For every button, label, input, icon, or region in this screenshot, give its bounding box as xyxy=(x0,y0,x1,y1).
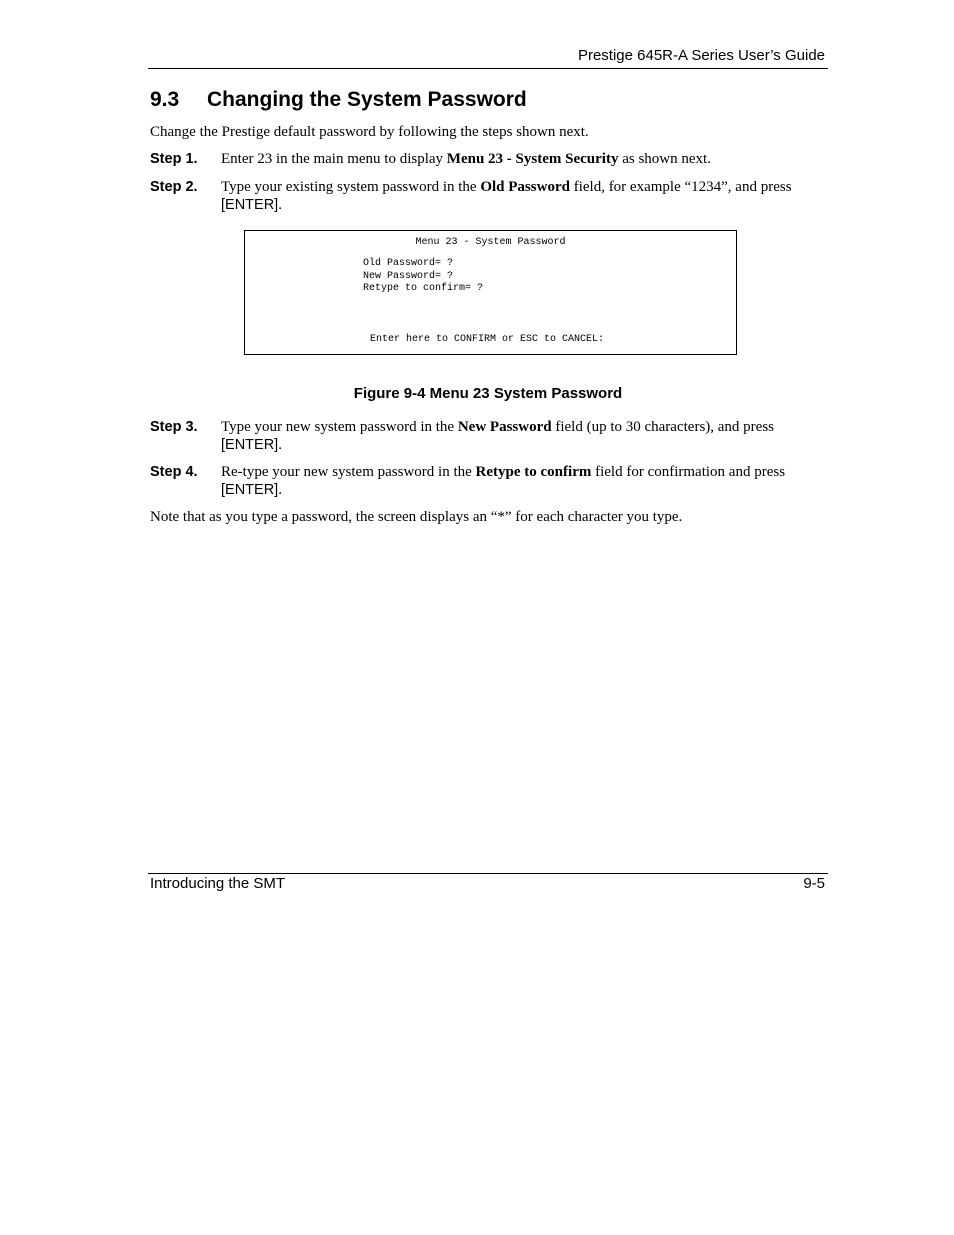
step-4 xyxy=(150,463,826,499)
step-text: Enter 23 in the main menu to display xyxy=(221,151,447,167)
step-label: Step 4. xyxy=(150,464,198,480)
step-1 xyxy=(150,150,826,168)
retype-confirm-field: Retype to confirm= ? xyxy=(363,283,484,294)
section-number: 9.3 xyxy=(150,88,180,111)
step-text: field, for example “1234”, and press xyxy=(569,179,792,195)
section-title: Changing the System Password xyxy=(207,88,527,111)
footer-chapter: Introducing the SMT xyxy=(150,875,286,892)
step-text: Type your existing system password in the xyxy=(221,179,481,195)
step-text: Re-type your new system password in the xyxy=(221,464,476,480)
new-password-field: New Password= ? xyxy=(363,270,454,282)
step-text: as shown next. xyxy=(618,151,711,167)
step-text: field (up to 30 characters), and press xyxy=(551,419,775,435)
enter-key: [ENTER] xyxy=(221,197,279,213)
terminal-title: Menu 23 - System Password xyxy=(415,237,566,248)
page-number: 9-5 xyxy=(803,875,825,892)
step-3 xyxy=(150,418,826,454)
enter-key: [ENTER] xyxy=(221,437,279,453)
step-label: Step 2. xyxy=(150,179,198,195)
enter-key: [ENTER] xyxy=(221,482,279,498)
step-text: field for confirmation and press xyxy=(591,464,786,480)
field-name: New Password xyxy=(457,419,552,435)
note-paragraph: Note that as you type a password, the screen displays an “*” for each character you type. xyxy=(150,509,683,525)
footer-divider xyxy=(148,873,828,874)
intro-paragraph: Change the Prestige default password by following the steps shown next. xyxy=(150,124,589,140)
menu-name: Menu 23 - System Security xyxy=(446,151,619,167)
old-password-field: Old Password= ? xyxy=(363,258,454,269)
step-text: . xyxy=(278,197,282,213)
field-name: Retype to confirm xyxy=(475,464,592,480)
step-label: Step 3. xyxy=(150,419,198,435)
section-heading xyxy=(150,88,527,112)
step-text: . xyxy=(278,482,282,498)
step-label: Step 1. xyxy=(150,151,198,167)
terminal-screen xyxy=(244,230,737,355)
step-text: Type your new system password in the xyxy=(221,419,458,435)
header-divider xyxy=(148,68,828,69)
terminal-prompt: Enter here to CONFIRM or ESC to CANCEL: xyxy=(370,334,605,345)
step-2 xyxy=(150,178,826,214)
field-name: Old Password xyxy=(480,179,570,195)
page-header-title: Prestige 645R-A Series User’s Guide xyxy=(577,47,825,64)
figure-caption: Figure 9-4 Menu 23 System Password xyxy=(353,385,623,402)
step-text: . xyxy=(278,437,282,453)
